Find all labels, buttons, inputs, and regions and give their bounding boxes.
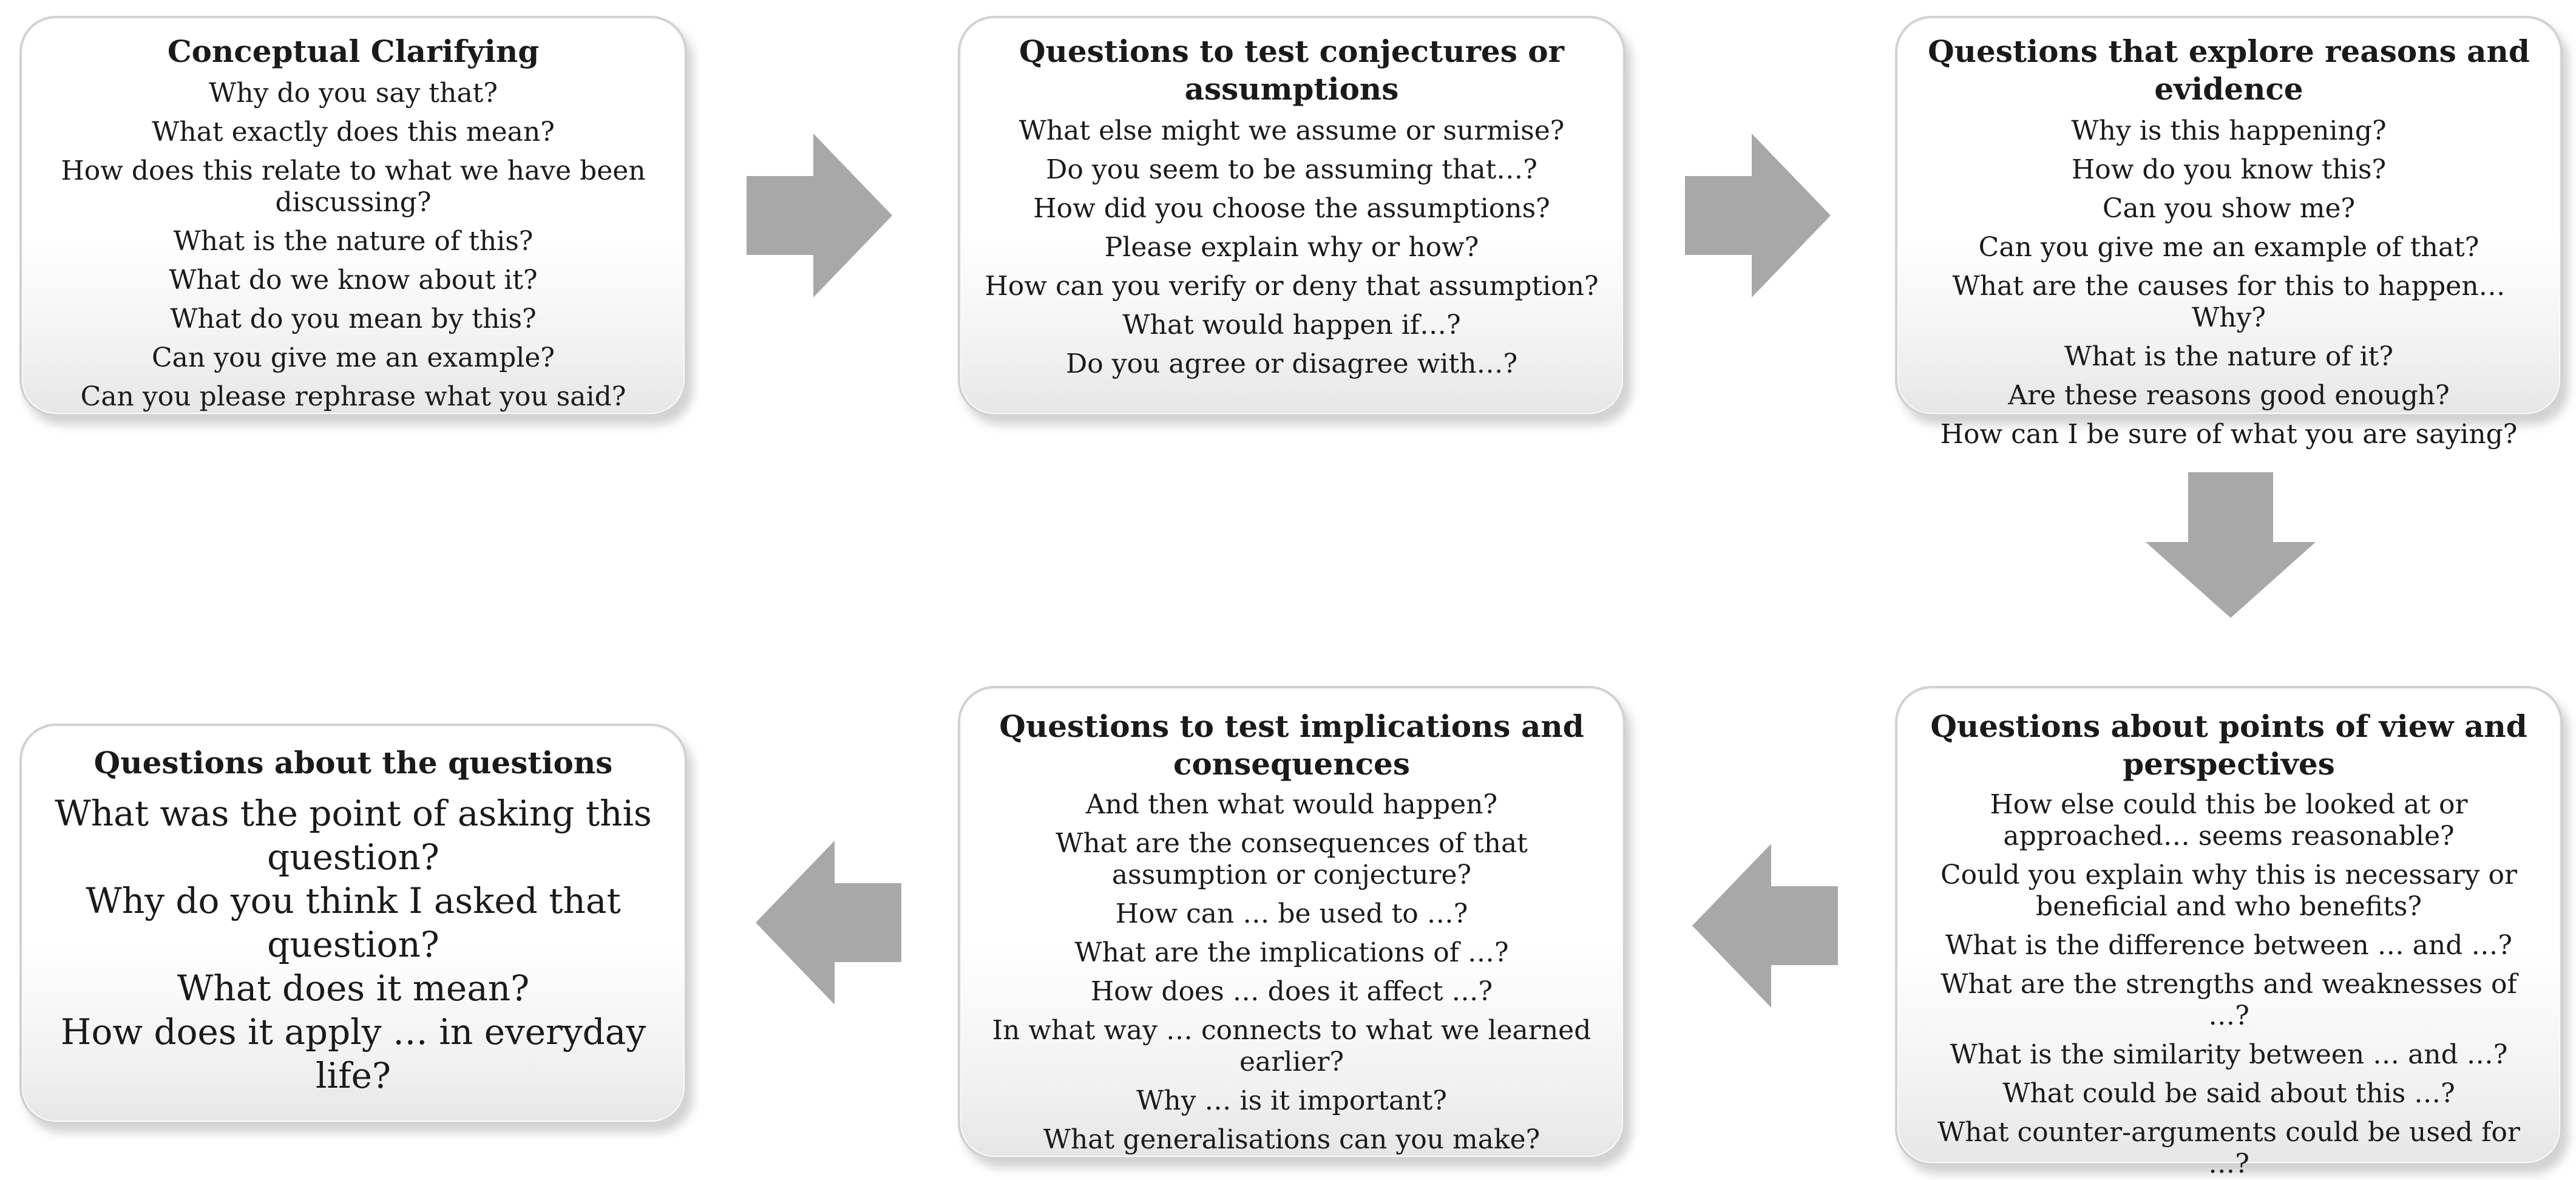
question-item: How do you know this? xyxy=(2071,154,2387,185)
question-list xyxy=(22,78,685,413)
question-item: What is the similarity between … and …? xyxy=(1950,1039,2508,1070)
question-list xyxy=(1897,115,2560,450)
card-implications-consequences xyxy=(958,686,1625,1159)
question-item: Why is this happening? xyxy=(2071,115,2387,146)
question-list xyxy=(1897,789,2560,1180)
card-points-of-view xyxy=(1895,686,2563,1179)
arrow-left-icon xyxy=(1692,844,1838,1008)
card-title: Questions about the questions xyxy=(93,745,613,781)
question-item: Can you please rephrase what you said? xyxy=(80,381,626,412)
question-item: What is the difference between … and …? xyxy=(1945,930,2512,961)
question-item: What are the consequences of that assumption or conjecture? xyxy=(1056,828,1528,890)
card-conjectures-assumptions xyxy=(958,16,1625,416)
card-questions-about-questions xyxy=(19,724,687,1124)
question-item: What generalisations can you make? xyxy=(1043,1124,1541,1155)
card-title: Conceptual Clarifying xyxy=(167,33,540,69)
card-title: Questions to test conjectures or assumptions xyxy=(1019,33,1564,107)
question-item: Can you give me an example? xyxy=(152,342,555,373)
question-item: Do you seem to be assuming that…? xyxy=(1046,154,1537,185)
question-item: How does … does it affect …? xyxy=(1090,976,1493,1007)
question-item: What do you mean by this? xyxy=(170,303,537,334)
question-item: What counter-arguments could be used for …? xyxy=(1937,1117,2520,1179)
question-item: What would happen if…? xyxy=(1122,310,1461,341)
question-item: What is the nature of it? xyxy=(2064,341,2393,372)
card-title: Questions about points of view and perspectives xyxy=(1930,708,2527,782)
question-item: Can you give me an example of that? xyxy=(1978,232,2479,263)
question-item: What are the implications of …? xyxy=(1074,937,1509,968)
question-item: In what way … connects to what we learned earlier? xyxy=(992,1015,1591,1077)
arrow-right-icon xyxy=(1685,134,1831,297)
card-title: Questions to test implications and consequences xyxy=(999,708,1584,782)
question-item: What exactly does this mean? xyxy=(152,117,555,148)
question-item: Are these reasons good enough? xyxy=(2008,380,2450,411)
question-item: Can you show me? xyxy=(2102,193,2356,224)
question-item: Why … is it important? xyxy=(1136,1085,1447,1116)
question-item: How else could this be looked at or approached… seems reasonable? xyxy=(1990,789,2468,852)
question-item: Do you agree or disagree with…? xyxy=(1065,348,1518,379)
question-item: How can you verify or deny that assumption? xyxy=(985,271,1599,302)
arrow-right-icon xyxy=(747,134,892,297)
question-item: What are the causes for this to happen… Why? xyxy=(1952,271,2506,333)
question-item: How does this relate to what we have been discussing? xyxy=(61,155,646,218)
question-item: Please explain why or how? xyxy=(1104,232,1479,263)
question-item: How did you choose the assumptions? xyxy=(1033,193,1550,224)
arrow-left-icon xyxy=(756,841,901,1005)
question-item: Why do you say that? xyxy=(209,78,498,109)
question-item: What are the strengths and weaknesses of …? xyxy=(1940,969,2517,1031)
question-item: What was the point of asking this question? xyxy=(55,793,652,878)
question-item: What else might we assume or surmise? xyxy=(1019,115,1565,146)
question-list xyxy=(960,115,1623,380)
card-conceptual-clarifying xyxy=(19,16,687,416)
question-item: Why do you think I asked that question? xyxy=(86,880,621,965)
question-item: Could you explain why this is necessary or beneficial and who benefits? xyxy=(1940,860,2518,922)
question-list xyxy=(960,789,1623,1156)
question-item: What do we know about it? xyxy=(169,265,538,296)
card-title: Questions that explore reasons and evidence xyxy=(1928,33,2530,107)
question-item: What does it mean? xyxy=(177,968,530,1009)
question-item: What is the nature of this? xyxy=(173,226,534,257)
arrow-down-icon xyxy=(2146,472,2316,618)
question-list xyxy=(22,792,685,1097)
question-item: How can I be sure of what you are saying? xyxy=(1940,419,2518,450)
question-item: How can … be used to …? xyxy=(1115,898,1468,929)
card-reasons-evidence xyxy=(1895,16,2563,450)
question-item: And then what would happen? xyxy=(1085,789,1498,820)
question-item: How does it apply … in everyday life? xyxy=(60,1011,646,1096)
question-item: What could be said about this …? xyxy=(2002,1078,2455,1109)
